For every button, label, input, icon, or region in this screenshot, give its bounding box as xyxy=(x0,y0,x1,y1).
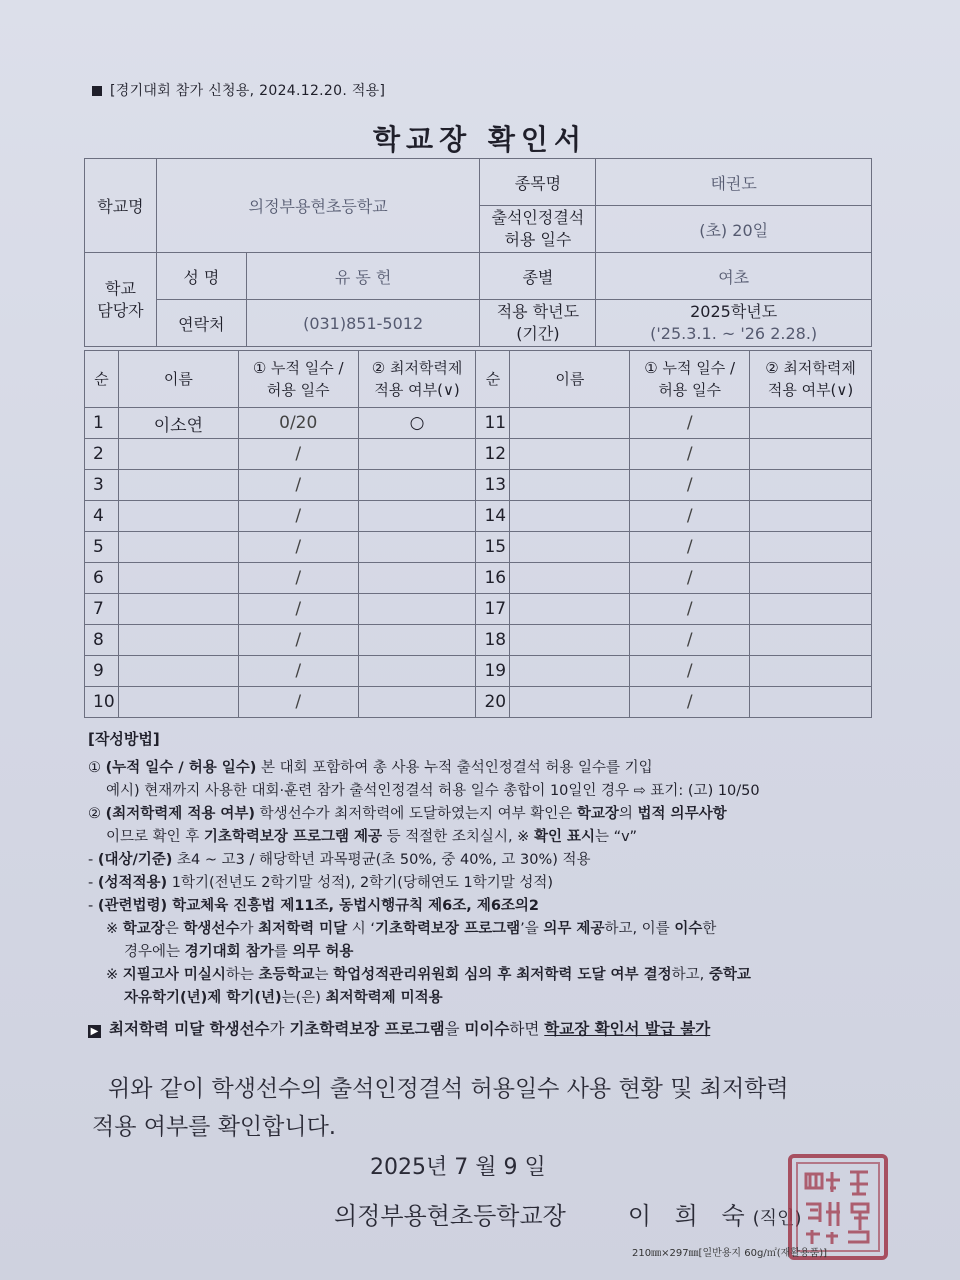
cell-name xyxy=(510,408,630,439)
cell-days: / xyxy=(238,470,358,501)
table-row xyxy=(85,563,872,594)
cell-name xyxy=(118,656,238,687)
cell-no: 5 xyxy=(85,532,119,563)
school-label: 학교명 xyxy=(85,159,157,253)
cell-days: / xyxy=(238,687,358,718)
cell-check: ○ xyxy=(358,408,476,439)
cell-no: 16 xyxy=(476,563,510,594)
table-row xyxy=(85,439,872,470)
form-note: [경기대회 참가 신청용, 2024.12.20. 적용] xyxy=(92,80,385,100)
cell-no: 8 xyxy=(85,625,119,656)
info-table xyxy=(84,158,872,347)
table-row xyxy=(85,408,872,439)
name-value: 유 동 헌 xyxy=(246,253,480,300)
header-min: ② 최저학력제 적용 여부(∨) xyxy=(750,351,872,408)
cell-days: / xyxy=(238,625,358,656)
sport-value: 태권도 xyxy=(596,159,872,206)
cell-check xyxy=(750,470,872,501)
cell-check xyxy=(358,439,476,470)
contact-value: (031)851-5012 xyxy=(246,300,480,347)
cell-check xyxy=(358,625,476,656)
cell-days: 0/20 xyxy=(238,408,358,439)
cell-check xyxy=(750,687,872,718)
gender-value: 여초 xyxy=(596,253,872,300)
school-value: 의정부용현초등학교 xyxy=(156,159,480,253)
header-no: 순 xyxy=(85,351,119,408)
cell-check xyxy=(750,439,872,470)
cell-name xyxy=(118,594,238,625)
cell-days: / xyxy=(238,656,358,687)
cell-days: / xyxy=(630,687,750,718)
cell-check xyxy=(358,687,476,718)
cell-no: 7 xyxy=(85,594,119,625)
cell-name xyxy=(510,687,630,718)
issue-date: 2025년 7 월 9 일 xyxy=(370,1155,546,1180)
confirmation-text: 위와 같이 학생선수의 출석인정결석 허용일수 사용 현황 및 최저학력 적용 여부를 확인합니다. xyxy=(92,1076,789,1140)
cell-no: 10 xyxy=(85,687,119,718)
instructions xyxy=(88,728,878,1041)
cell-check xyxy=(750,532,872,563)
seal-mark: (직인) xyxy=(752,1208,802,1229)
cell-days: / xyxy=(238,439,358,470)
note-2-cont: 이므로 확인 후 기초학력보장 프로그램 제공 등 적절한 조치실시, ※ 확인 표시는 “v” xyxy=(106,829,637,845)
cell-check xyxy=(358,470,476,501)
cell-no: 20 xyxy=(476,687,510,718)
cell-no: 2 xyxy=(85,439,119,470)
cell-no: 11 xyxy=(476,408,510,439)
star-note-1-cont: 경우에는 경기대회 참가를 의무 허용 xyxy=(124,944,354,960)
table-row xyxy=(85,501,872,532)
cell-name xyxy=(118,563,238,594)
instructions-heading: [작성방법] xyxy=(88,730,160,748)
cell-name xyxy=(510,439,630,470)
table-row xyxy=(85,656,872,687)
cell-check xyxy=(750,408,872,439)
cell-days: / xyxy=(630,532,750,563)
cell-days: / xyxy=(630,408,750,439)
final-warning: ▶ 최저학력 미달 학생선수가 기초학력보장 프로그램을 미이수하면 학교장 확인서 발급 불가 xyxy=(88,1018,878,1041)
signer-name: 이 희 숙 xyxy=(627,1202,753,1230)
cell-check xyxy=(358,563,476,594)
cell-name xyxy=(118,625,238,656)
table-row xyxy=(85,532,872,563)
detail-target: - (대상/기준) 초4 ~ 고3 / 해당학년 과목평균(초 50%, 중 40%, 고 30%) 적용 xyxy=(88,852,591,868)
allowed-days-value: (초) 20일 xyxy=(596,206,872,253)
cell-days: / xyxy=(238,532,358,563)
header-no: 순 xyxy=(476,351,510,408)
cell-days: / xyxy=(630,439,750,470)
cell-days: / xyxy=(630,563,750,594)
signature-line xyxy=(334,1196,801,1231)
sport-label: 종목명 xyxy=(480,159,596,206)
cell-no: 12 xyxy=(476,439,510,470)
cell-check xyxy=(750,501,872,532)
header-name: 이름 xyxy=(510,351,630,408)
cell-check xyxy=(750,656,872,687)
note-2: ② (최저학력제 적용 여부) 학생선수가 최저학력에 도달하였는지 여부 확인은 학교장의 법적 의무사항 xyxy=(88,806,727,822)
cell-no: 14 xyxy=(476,501,510,532)
cell-name xyxy=(118,687,238,718)
cell-days: / xyxy=(238,501,358,532)
cell-days: / xyxy=(630,594,750,625)
cell-days: / xyxy=(630,470,750,501)
manager-label: 학교 담당자 xyxy=(85,253,157,347)
table-row xyxy=(85,470,872,501)
detail-grades: - (성적적용) 1학기(전년도 2학기말 성적), 2학기(당해연도 1학기말 성적) xyxy=(88,875,554,891)
star-note-2: ※ 지필고사 미실시하는 초등학교는 학업성적관리위원회 심의 후 최저학력 도달 여부 결정하고, 중학교 xyxy=(106,967,751,983)
cell-no: 1 xyxy=(85,408,119,439)
cell-days: / xyxy=(238,563,358,594)
cell-no: 17 xyxy=(476,594,510,625)
arrow-box-icon: ▶ xyxy=(88,1025,101,1038)
cell-days: / xyxy=(630,625,750,656)
cell-no: 3 xyxy=(85,470,119,501)
cell-name xyxy=(118,439,238,470)
contact-label: 연락처 xyxy=(156,300,246,347)
cell-name xyxy=(118,470,238,501)
gender-label: 종별 xyxy=(480,253,596,300)
cell-no: 19 xyxy=(476,656,510,687)
header-min: ② 최저학력제 적용 여부(∨) xyxy=(358,351,476,408)
cell-days: / xyxy=(630,501,750,532)
cell-check xyxy=(358,532,476,563)
year-value: 2025학년도 ('25.3.1. ~ '26 2.28.) xyxy=(596,300,872,347)
black-square-icon xyxy=(92,86,102,96)
table-row xyxy=(85,687,872,718)
cell-name xyxy=(510,625,630,656)
cell-check xyxy=(750,563,872,594)
header-days: ① 누적 일수 / 허용 일수 xyxy=(630,351,750,408)
cell-name xyxy=(510,594,630,625)
student-table xyxy=(84,350,872,718)
note-1-example: 예시) 현재까지 사용한 대회·훈련 참가 출석인정결석 허용 일수 총합이 10일인 경우 ⇨ 표기: (고) 10/50 xyxy=(106,783,760,799)
year-label: 적용 학년도 (기간) xyxy=(480,300,596,347)
cell-name xyxy=(510,470,630,501)
cell-check xyxy=(750,594,872,625)
cell-days: / xyxy=(238,594,358,625)
cell-name xyxy=(510,532,630,563)
header-name: 이름 xyxy=(118,351,238,408)
signer-school: 의정부용현초등학교장 xyxy=(334,1202,566,1230)
table-header-row xyxy=(85,351,872,408)
cell-name xyxy=(510,656,630,687)
cell-name: 이소연 xyxy=(118,408,238,439)
cell-no: 9 xyxy=(85,656,119,687)
cell-name xyxy=(118,501,238,532)
paper-spec: 210㎜×297㎜[일반용지 60g/㎡(재활용품)] xyxy=(632,1248,828,1259)
star-note-1: ※ 학교장은 학생선수가 최저학력 미달 시 ‘기초학력보장 프로그램’을 의무 제공하고, 이를 이수한 xyxy=(106,921,717,937)
cell-days: / xyxy=(630,656,750,687)
cell-name xyxy=(510,501,630,532)
star-note-2-cont: 자유학기(년)제 학기(년)는(은) 최저학력제 미적용 xyxy=(124,990,443,1006)
allowed-days-label: 출석인정결석 허용 일수 xyxy=(480,206,596,253)
cell-check xyxy=(358,656,476,687)
header-days: ① 누적 일수 / 허용 일수 xyxy=(238,351,358,408)
table-row xyxy=(85,625,872,656)
cell-name xyxy=(510,563,630,594)
cell-name xyxy=(118,532,238,563)
cell-no: 15 xyxy=(476,532,510,563)
cell-no: 6 xyxy=(85,563,119,594)
table-row xyxy=(85,594,872,625)
detail-law: - (관련법령) 학교체육 진흥법 제11조, 동법시행규칙 제6조, 제6조의2 xyxy=(88,898,540,914)
cell-check xyxy=(358,594,476,625)
cell-no: 13 xyxy=(476,470,510,501)
note-1: ① (누적 일수 / 허용 일수) 본 대회 포함하여 총 사용 누적 출석인정결석 허용 일수를 기입 xyxy=(88,760,653,776)
name-label: 성 명 xyxy=(156,253,246,300)
cell-check xyxy=(750,625,872,656)
document-title: 학교장 확인서 xyxy=(372,123,588,156)
cell-check xyxy=(358,501,476,532)
cell-no: 4 xyxy=(85,501,119,532)
cell-no: 18 xyxy=(476,625,510,656)
